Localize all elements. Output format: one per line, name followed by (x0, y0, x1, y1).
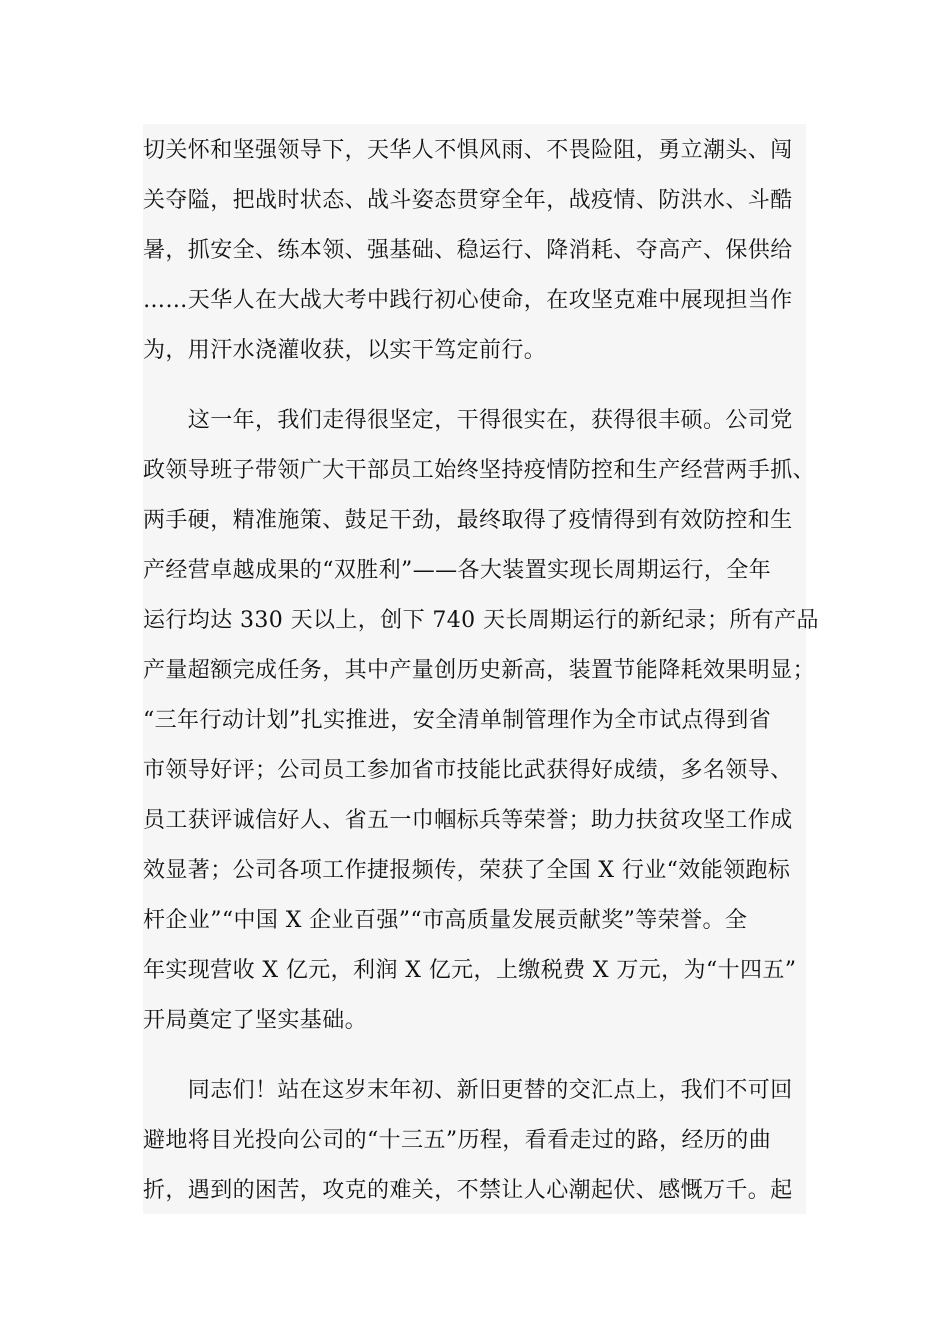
text-line: 市领导好评；公司员工参加省市技能比武获得好成绩，多名领导、 (143, 758, 793, 783)
text-line: 产经营卓越成果的“双胜利”——各大装置实现长周期运行，全年 (143, 558, 772, 583)
text-line: 年实现营收 X 亿元，利润 X 亿元，上缴税费 X 万元，为“十四五” (143, 958, 797, 983)
text-line: 员工获评诚信好人、省五一巾帼标兵等荣誉；助力扶贫攻坚工作成 (143, 808, 793, 833)
text-line: 关夺隘，把战时状态、战斗姿态贯穿全年，战疫情、防洪水、斗酷 (143, 188, 793, 213)
text-line: 杆企业”“中国 X 企业百强”“市高质量发展贡献奖”等荣誉。全 (143, 908, 748, 933)
text-line: 这一年，我们走得很坚定，干得很实在，获得很丰硕。公司党 (143, 408, 793, 433)
text-line: 为，用汗水浇灌收获，以实干笃定前行。 (143, 338, 547, 363)
text-line: 开局奠定了坚实基础。 (143, 1008, 368, 1033)
text-line: 避地将目光投向公司的“十三五”历程，看看走过的路，经历的曲 (143, 1128, 772, 1153)
text-line: 折，遇到的困苦，攻克的难关，不禁让人心潮起伏、感慨万千。起 (143, 1178, 793, 1203)
text-line: 暑，抓安全、练本领、强基础、稳运行、降消耗、夺高产、保供给 (143, 238, 793, 263)
text-line: “三年行动计划”扎实推进，安全清单制管理作为全市试点得到省 (143, 708, 772, 733)
text-line: 产量超额完成任务，其中产量创历史新高，装置节能降耗效果明显； (143, 658, 816, 683)
text-line: 政领导班子带领广大干部员工始终坚持疫情防控和生产经营两手抓、 (143, 458, 816, 483)
text-line: 同志们！站在这岁末年初、新旧更替的交汇点上，我们不可回 (143, 1078, 793, 1103)
text-line: 切关怀和坚强领导下，天华人不惧风雨、不畏险阻，勇立潮头、闯 (143, 138, 793, 163)
text-line: 两手硬，精准施策、鼓足干劲，最终取得了疫情得到有效防控和生 (143, 508, 793, 533)
text-line: ……天华人在大战大考中践行初心使命，在攻坚克难中展现担当作 (143, 288, 793, 313)
text-line: 效显著；公司各项工作捷报频传，荣获了全国 X 行业“效能领跑标 (143, 858, 791, 883)
text-line: 运行均达 330 天以上，创下 740 天长周期运行的新纪录；所有产品 (143, 608, 819, 633)
